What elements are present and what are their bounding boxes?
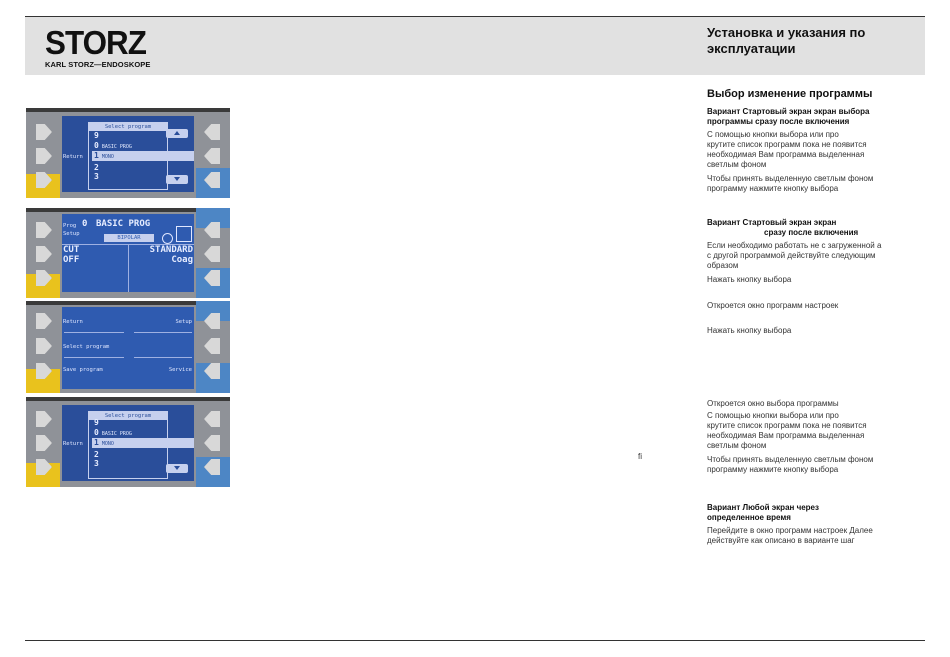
right-select-button-1[interactable]: [204, 411, 220, 427]
text-line: программу нажмите кнопку выбора: [707, 465, 839, 474]
panel-top-strip: [26, 108, 230, 112]
device-panel-select-program-2: [26, 397, 230, 487]
variant-2-para-1: [707, 241, 927, 271]
stray-mark: fi: [638, 452, 642, 461]
variant-1-title-a: Вариант Стартовый экран экран выбора: [707, 107, 870, 116]
right-select-button-2[interactable]: [204, 148, 220, 164]
display-screen: [62, 214, 194, 292]
section-heading: [707, 89, 927, 99]
arrow-down-icon: [174, 177, 180, 181]
variant-2-step-3: Нажать кнопку выбора: [707, 326, 792, 335]
storz-logo: [45, 24, 185, 69]
coag-mode-label: STANDARD: [149, 245, 193, 255]
text-line: программу нажмите кнопку выбора: [707, 184, 839, 193]
text-line: Если необходимо работать не с загруженной а: [707, 241, 882, 250]
divider: [134, 357, 192, 358]
list-item[interactable]: 2: [94, 163, 99, 172]
variant-1-para-2: [707, 174, 927, 194]
left-select-button-1[interactable]: [36, 313, 52, 329]
scroll-up-button[interactable]: [166, 129, 188, 138]
list-item[interactable]: 3: [94, 459, 99, 468]
logo-wordmark: STORZ: [45, 24, 146, 61]
bottom-rule: [25, 640, 925, 641]
arrow-down-icon: [174, 466, 180, 470]
program-list-title: Select program: [89, 412, 167, 420]
divider: [64, 357, 124, 358]
scroll-down-button[interactable]: [166, 464, 188, 473]
text-line: крутите список программ пока не появится: [707, 421, 867, 430]
text-line: необходимая Вам программа выделенная: [707, 150, 865, 159]
handpiece-icon: [176, 226, 192, 242]
program-list-title: Select program: [89, 123, 167, 131]
footswitch-icon: [162, 233, 173, 244]
variant-1-para-1: [707, 130, 927, 170]
left-select-button-2[interactable]: [36, 338, 52, 354]
left-select-button-1[interactable]: [36, 124, 52, 140]
select-program-softkey[interactable]: Select program: [63, 344, 110, 350]
device-panel-setup-screen: [26, 301, 230, 393]
left-select-button-1[interactable]: [36, 411, 52, 427]
device-panel-main-screen: [26, 208, 230, 298]
right-select-button-2[interactable]: [204, 338, 220, 354]
right-select-button-2[interactable]: [204, 435, 220, 451]
coag-value: Coag: [171, 255, 193, 265]
variant-2-title-a: Вариант Стартовый экран экран: [707, 218, 837, 227]
display-screen: [62, 116, 194, 192]
text-line: действуйте как описано в варианте шаг: [707, 536, 855, 545]
variant-2-para-2: [707, 411, 927, 451]
list-item-selected[interactable]: 1 MONO: [94, 438, 114, 447]
right-select-button-1[interactable]: [204, 124, 220, 140]
page-title-line-2: эксплуатации: [707, 41, 796, 56]
variant-2-block: [707, 218, 927, 336]
text-line: светлым фоном: [707, 160, 767, 169]
display-screen: [62, 307, 194, 389]
left-select-button-2[interactable]: [36, 435, 52, 451]
logo-subtitle: KARL STORZ—ENDOSKOPE: [45, 60, 151, 69]
cut-label: CUT: [63, 245, 80, 255]
variant-2-para-3: [707, 455, 927, 475]
mode-badge: BIPOLAR: [104, 234, 154, 242]
divider: [134, 332, 192, 333]
text-line: крутите список программ пока не появится: [707, 140, 867, 149]
divider: [64, 332, 124, 333]
text-line: Чтобы принять выделенную светлым фоном: [707, 455, 874, 464]
text-line: С помощью кнопки выбора или про: [707, 411, 839, 420]
return-softkey[interactable]: Return: [63, 154, 83, 160]
divider: [128, 244, 129, 292]
text-line: необходимая Вам программа выделенная: [707, 431, 865, 440]
right-select-button-2[interactable]: [204, 246, 220, 262]
text-line: С помощью кнопки выбора или про: [707, 130, 839, 139]
prog-label: Prog: [63, 223, 77, 229]
page-title-line-1: Установка и указания по: [707, 25, 866, 40]
list-item[interactable]: 2: [94, 450, 99, 459]
variant-1-title-b: программы сразу после включения: [707, 117, 850, 126]
return-softkey[interactable]: Return: [63, 319, 83, 325]
text-line: с другой программой действуйте следующим: [707, 251, 876, 260]
left-select-button-1[interactable]: [36, 222, 52, 238]
variant-3-block: [707, 503, 927, 546]
variant-1-block: [707, 107, 927, 194]
variant-3-para-1: [707, 526, 927, 546]
device-panel-select-program-1: [26, 108, 230, 198]
variant-2-step-4: Откроется окно выбора программы: [707, 399, 839, 408]
text-line: светлым фоном: [707, 441, 767, 450]
prog-name: BASIC PROG: [96, 219, 151, 229]
text-line: образом: [707, 261, 739, 270]
service-softkey[interactable]: Service: [168, 367, 192, 373]
text-line: Чтобы принять выделенную светлым фоном: [707, 174, 874, 183]
scroll-down-button[interactable]: [166, 175, 188, 184]
list-item-selected[interactable]: 1 MONO: [94, 151, 114, 160]
panel-top-strip: [26, 397, 230, 401]
variant-2-title-b: сразу после включения: [764, 228, 859, 237]
save-program-softkey[interactable]: Save program: [63, 367, 103, 373]
list-item[interactable]: 3: [94, 172, 99, 181]
list-item[interactable]: 9: [94, 131, 99, 140]
variant-2-step-1: Нажать кнопку выбора: [707, 275, 792, 284]
list-item[interactable]: 0 BASIC PROG: [94, 141, 132, 150]
return-softkey[interactable]: Return: [63, 441, 83, 447]
left-select-button-2[interactable]: [36, 246, 52, 262]
section-title: Выбор изменение программы: [707, 88, 873, 100]
variant-3-title-a: Вариант Любой экран через: [707, 503, 819, 512]
text-line: Перейдите в окно программ настроек Далее: [707, 526, 873, 535]
list-item[interactable]: 9: [94, 418, 99, 427]
cut-value: OFF: [63, 255, 80, 265]
setup-softkey[interactable]: Setup: [63, 231, 80, 237]
page-title: [707, 25, 917, 57]
variant-2-continued: [707, 399, 927, 475]
left-select-button-2[interactable]: [36, 148, 52, 164]
page-header: [25, 17, 925, 75]
arrow-up-icon: [174, 131, 180, 135]
setup-softkey[interactable]: Setup: [175, 319, 192, 325]
variant-2-step-2: Откроется окно программ настроек: [707, 301, 839, 310]
variant-3-title-b: определенное время: [707, 513, 791, 522]
display-screen: [62, 405, 194, 481]
list-item[interactable]: 0 BASIC PROG: [94, 428, 132, 437]
prog-number: 0: [82, 219, 88, 229]
